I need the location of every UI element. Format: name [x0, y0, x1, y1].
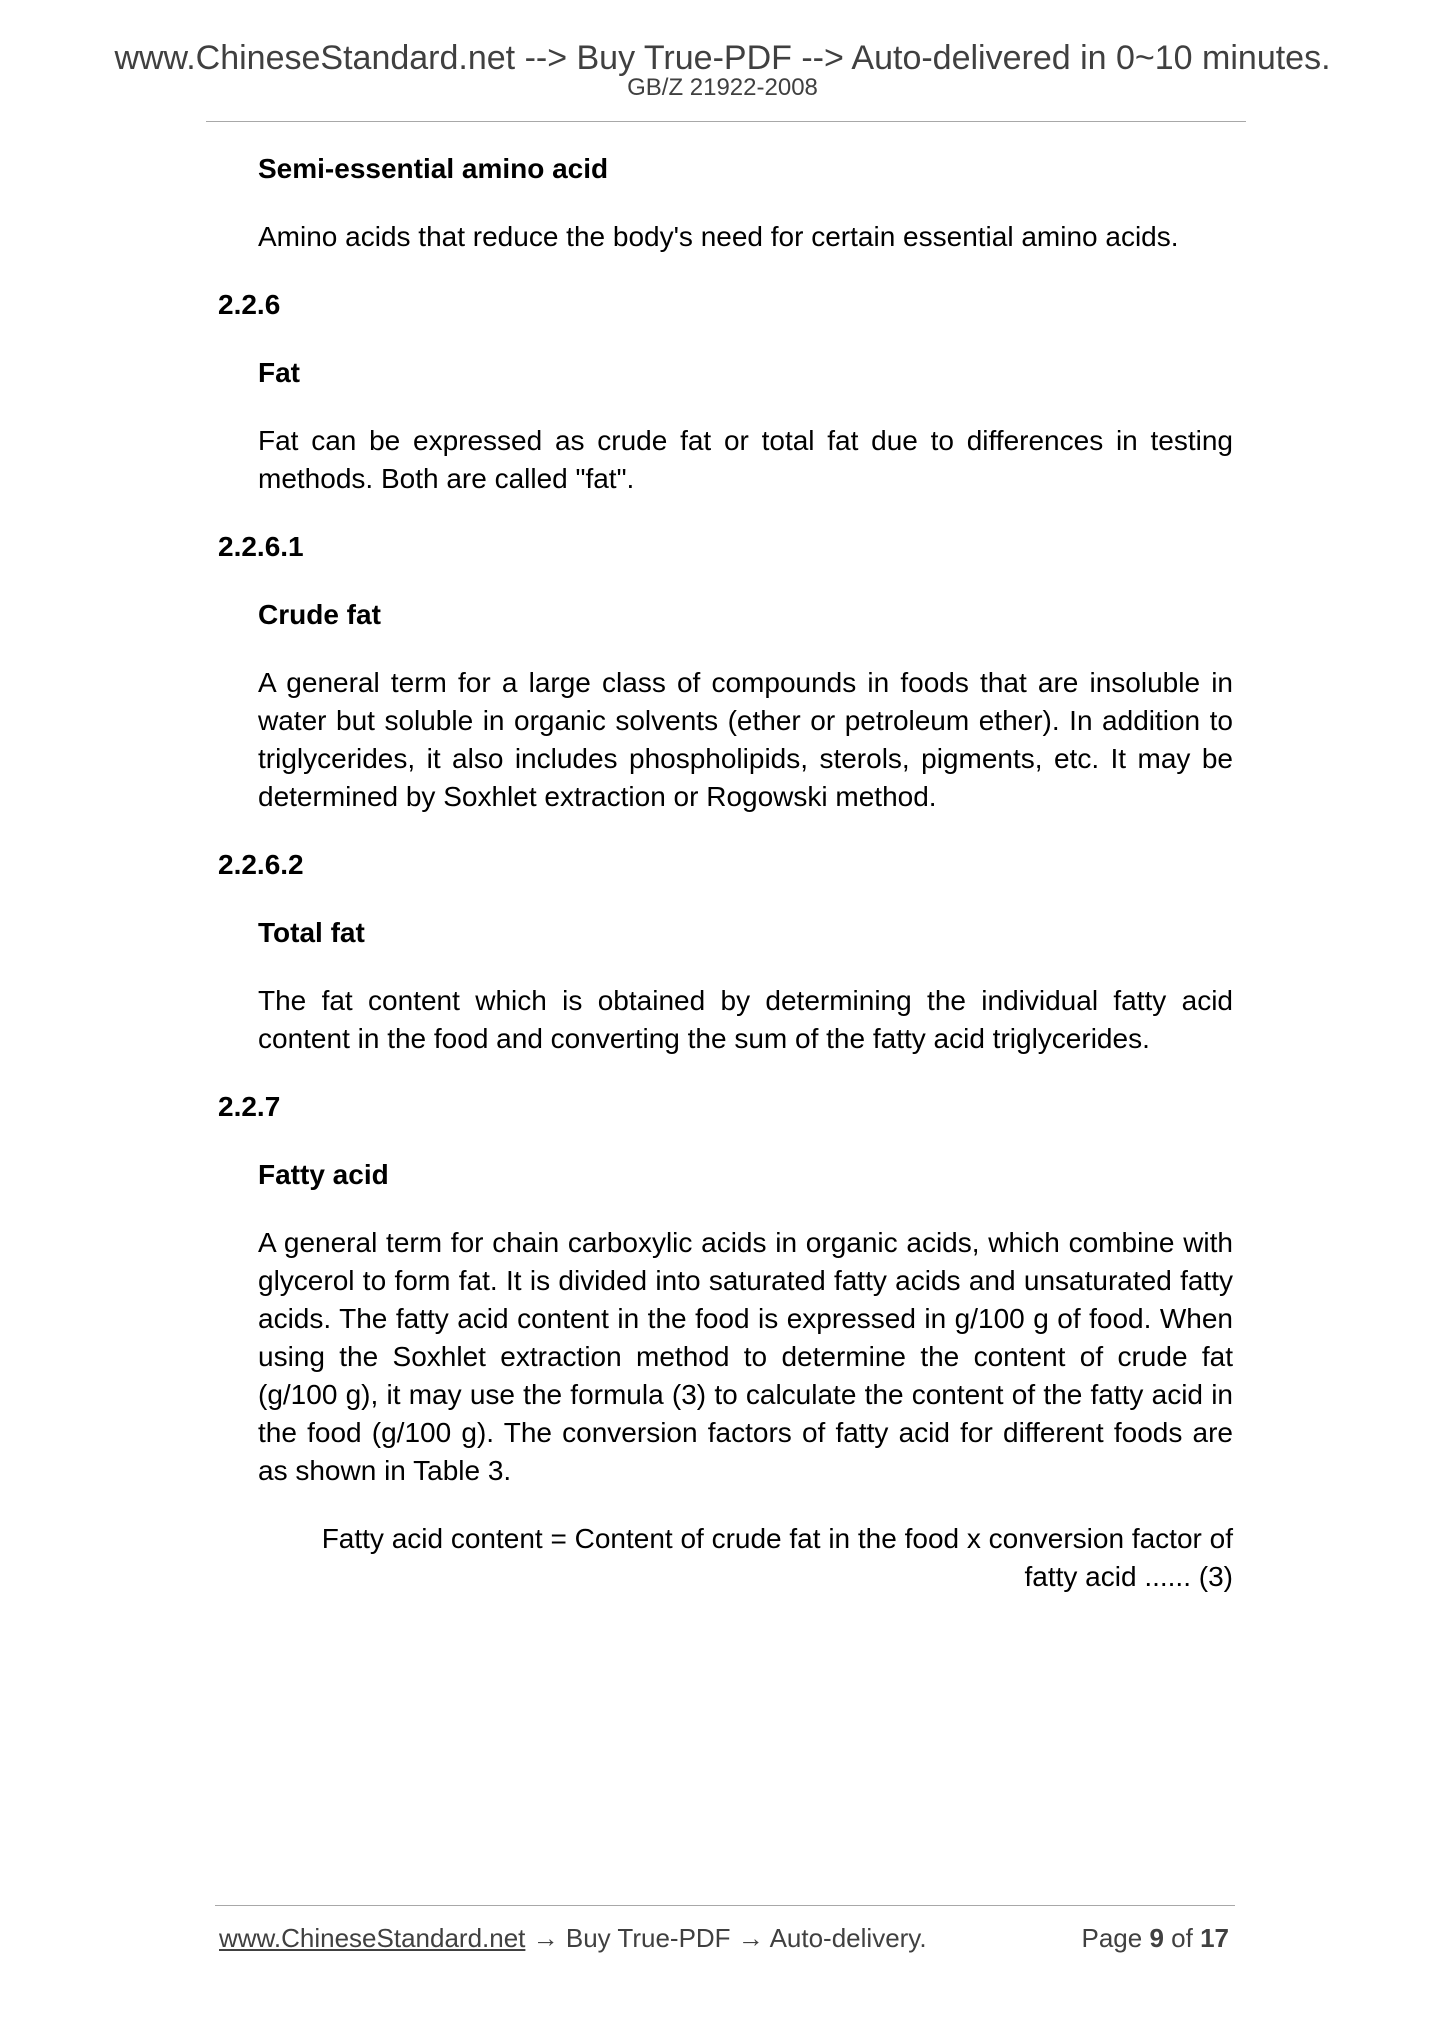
section-number-2-2-7: 2.2.7 — [218, 1091, 281, 1122]
term-semi-essential-amino-acid: Semi-essential amino acid — [258, 153, 609, 184]
formula-3: Fatty acid content = Content of crude fat in the food x conversion factor of fatty acid ...... (3) — [321, 1523, 1233, 1592]
top-banner: www.ChineseStandard.net --> Buy True-PDF --> Auto-delivered in 0~10 minutes. — [114, 39, 1331, 77]
footer-site-link[interactable]: www.ChineseStandard.net — [219, 1923, 526, 1953]
definition-crude-fat: A general term for a large class of compounds in foods that are insoluble in water but soluble in organic solvents (ether or petroleum ether). In addition to triglycerides, it also includes phospholipids, sterols, pigments, etc. It may be determined by Soxhlet extraction or Rogowski method. — [258, 667, 1233, 812]
definition-total-fat: The fat content which is obtained by determining the individual fatty acid content in the food and converting the sum of the fatty acid triglycerides. — [258, 985, 1233, 1054]
page-footer — [219, 1922, 1229, 1954]
standard-code: GB/Z 21922-2008 — [627, 74, 818, 101]
term-total-fat: Total fat — [258, 917, 365, 948]
page-current: 9 — [1149, 1923, 1164, 1953]
page-content — [218, 150, 1233, 1596]
section-number-2-2-6: 2.2.6 — [218, 289, 281, 320]
section-number-2-2-6-2: 2.2.6.2 — [218, 849, 304, 880]
page-indicator — [1081, 1922, 1229, 1954]
term-fat: Fat — [258, 357, 300, 388]
definition-fat: Fat can be expressed as crude fat or total fat due to differences in testing methods. Both are called "fat". — [258, 425, 1233, 494]
page-label: Page — [1081, 1923, 1143, 1953]
footer-tagline: → Buy True-PDF → Auto-delivery. — [525, 1923, 927, 1953]
footer-divider — [215, 1905, 1235, 1906]
section-number-2-2-6-1: 2.2.6.1 — [218, 531, 304, 562]
of-label: of — [1171, 1923, 1193, 1953]
term-fatty-acid: Fatty acid — [258, 1159, 389, 1190]
definition-semi-essential-amino-acid: Amino acids that reduce the body's need for certain essential amino acids. — [258, 221, 1179, 252]
term-crude-fat: Crude fat — [258, 599, 381, 630]
definition-fatty-acid: A general term for chain carboxylic acids in organic acids, which combine with glycerol to form fat. It is divided into saturated fatty acids and unsaturated fatty acids. The fatty acid content in the food is expressed in g/100 g of food. When using the Soxhlet extraction method to determine the content of crude fat (g/100 g), it may use the formula (3) to calculate the content of the fatty acid in the food (g/100 g). The conversion factors of fatty acid for different foods are as shown in Table 3. — [258, 1227, 1233, 1486]
page-total: 17 — [1200, 1923, 1229, 1953]
header-divider — [206, 121, 1246, 122]
